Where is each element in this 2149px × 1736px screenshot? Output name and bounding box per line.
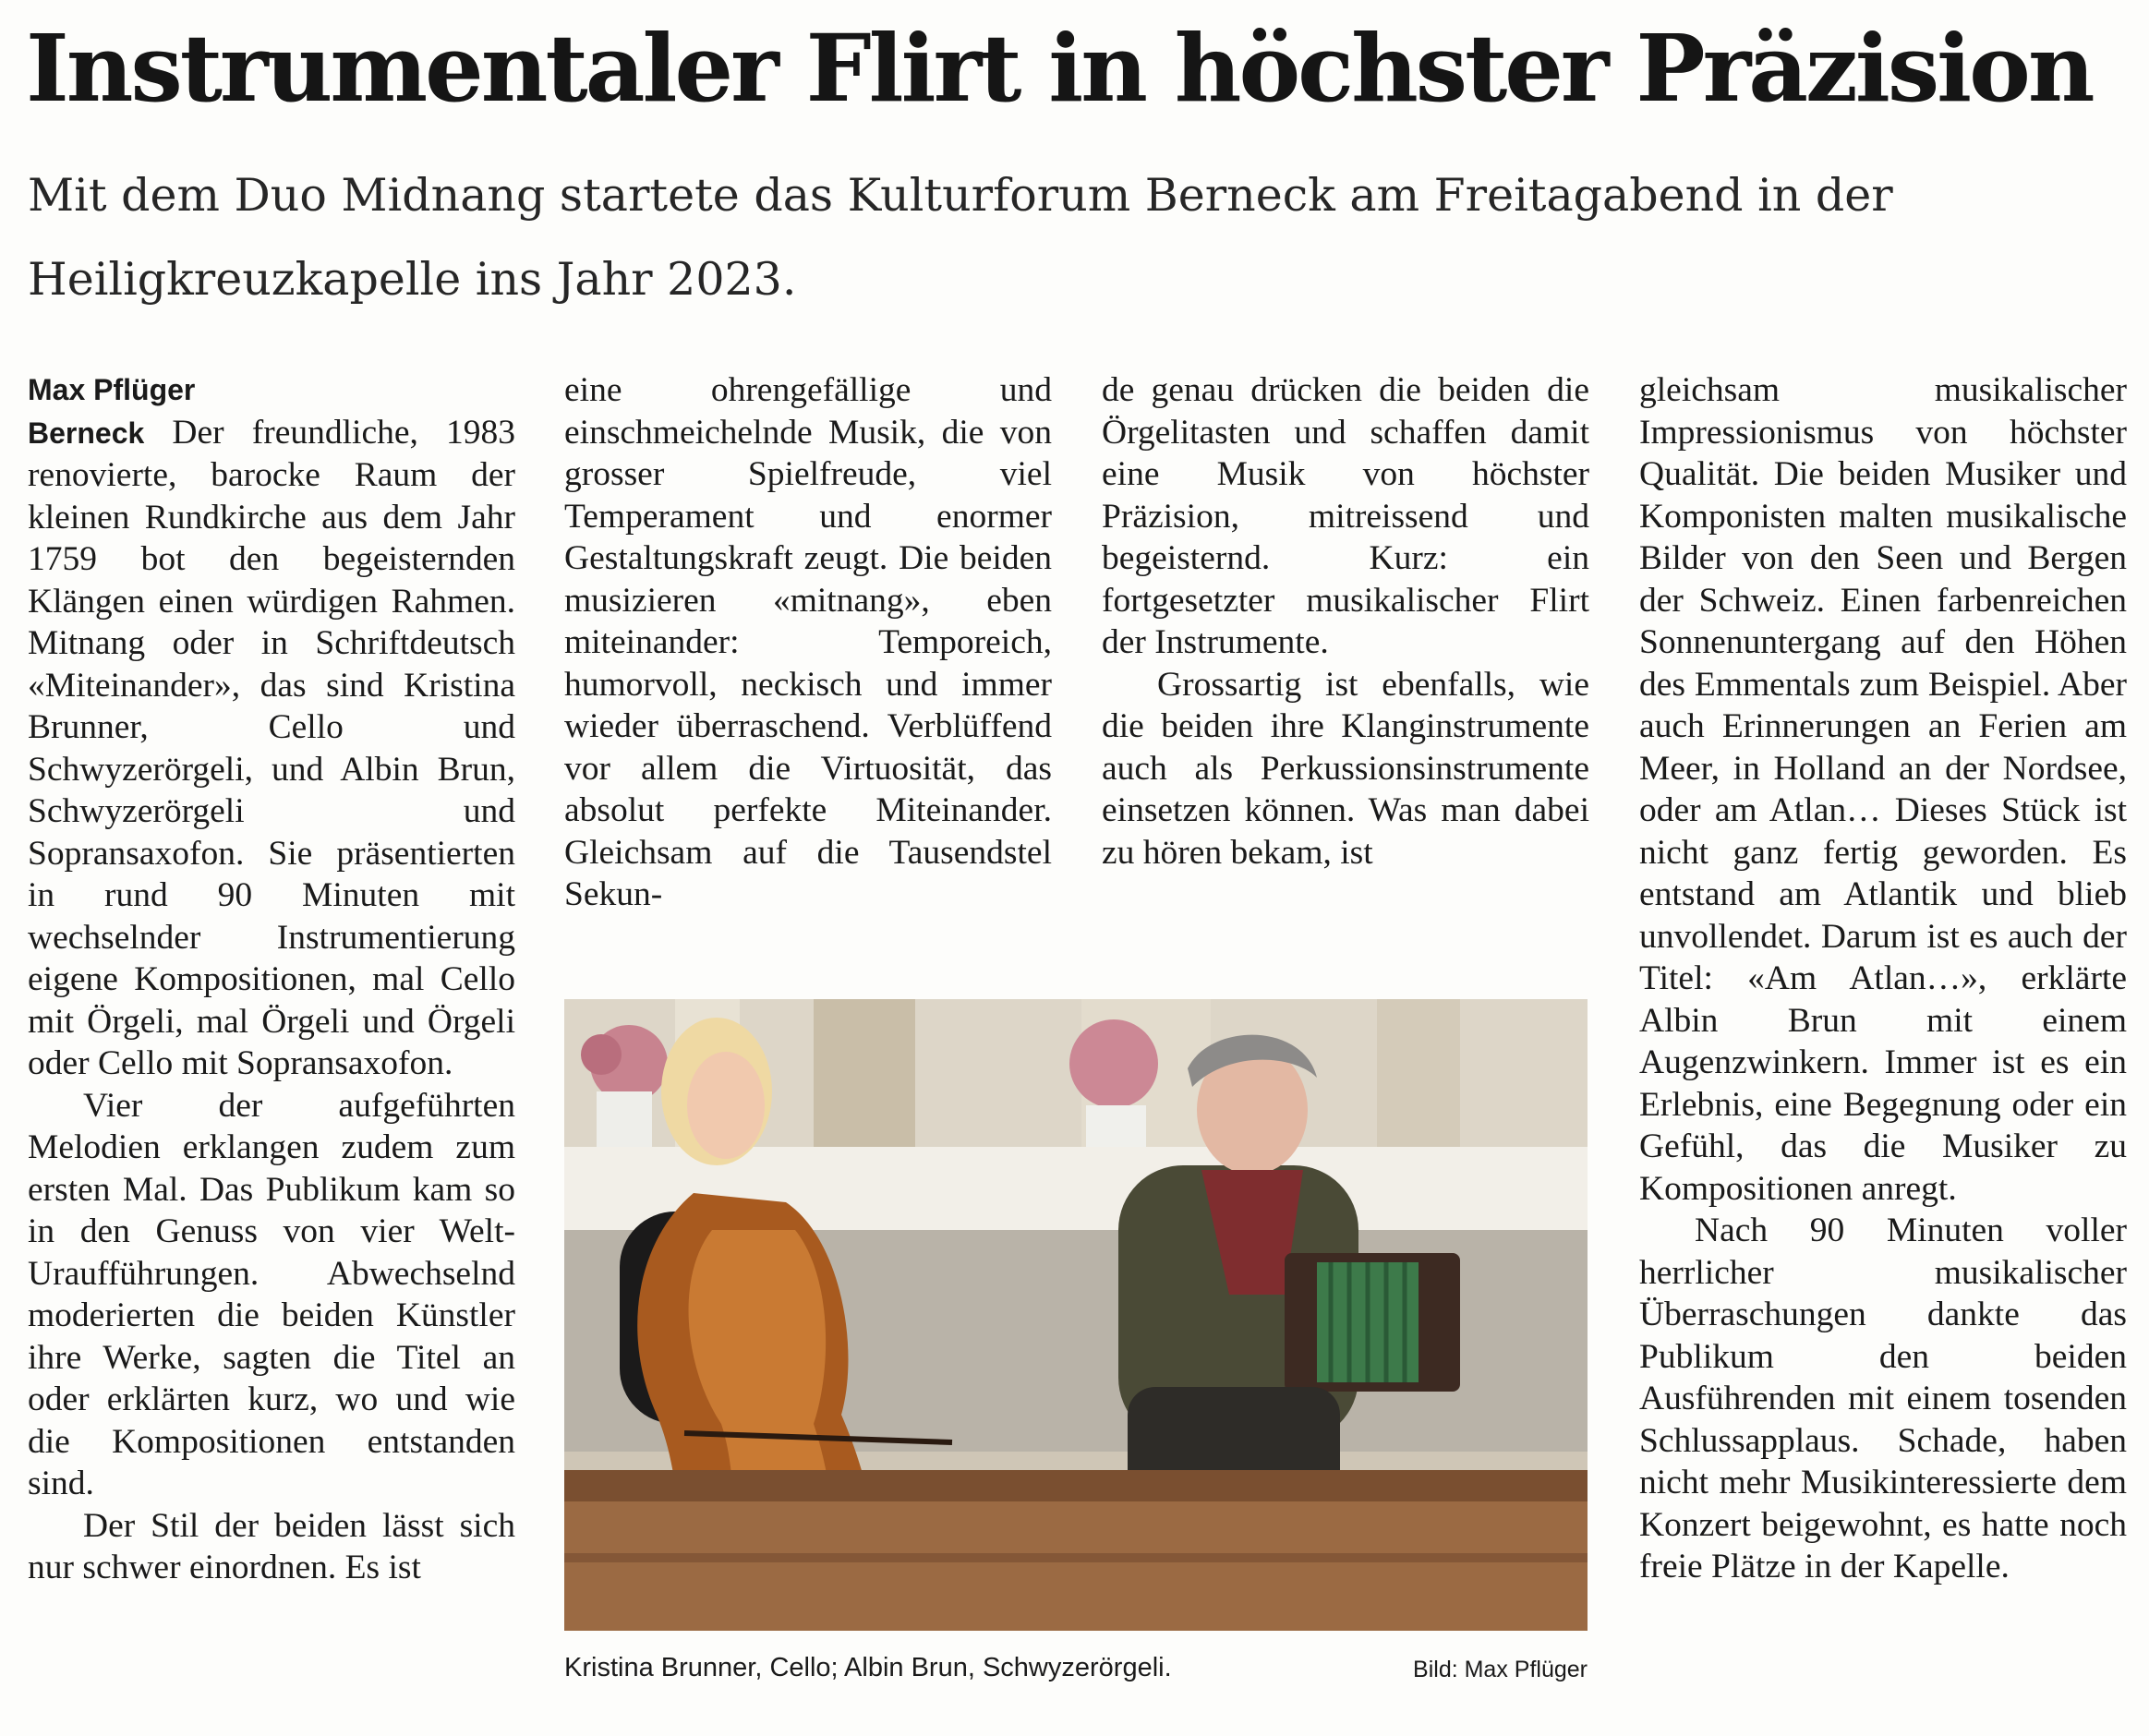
- article-column-1: [28, 369, 515, 1589]
- article-paragraph: Vier der aufgeführten Melodien erklangen zudem zum ersten Mal. Das Publikum kam so in den Genuss von vier Welt-Uraufführungen. Abwechselnd moderierten die beiden Künstler ihre Werke, sagten die Titel an oder erklärten kurz, wo und wie die Kompositionen entstanden sind.: [28, 1086, 515, 1502]
- photo-credit: Bild: Max Pflüger: [1413, 1657, 1588, 1682]
- article-column-4: [1639, 369, 2127, 1588]
- article-paragraph: Grossartig ist ebenfalls, wie die beiden ihre Klanginstrumente auch als Perkussionsinstrumente einsetzen können. Was man dabei zu hören bekam, ist: [1102, 665, 1589, 872]
- author-byline: Max Pflüger: [28, 373, 196, 406]
- photo-caption: [564, 1649, 1588, 1686]
- article-paragraph: gleichsam musikalischer Impressionismus von höchster Qualität. Die beiden Musiker und Komponisten malten musikalische Bilder von den Seen und Bergen der Schweiz. Einen farbenreichen Sonnenuntergang auf den Höhen des Emmentals zum Beispiel. Aber auch Erinnerungen an Ferien am Meer, in Holland an der Nordsee, oder am Atlan… Dieses Stück ist nicht ganz fertig geworden. Es entstand am Atlantik und blieb unvollendet. Darum ist es auch der Titel: «Am Atlan…», erklärte Albin Brun mit einem Augenzwinkern. Immer ist es ein Erlebnis, eine Begegnung oder ein Gefühl, das die Musiker zu Kompositionen anregt.: [1639, 371, 2127, 1208]
- article-paragraph: eine ohrengefällige und einschmeichelnde Musik, die von grosser Spielfreude, viel Temperament und enormer Gestaltungskraft zeugt. Die beiden musizieren «mitnang», eben miteinander: Temporeich, humorvoll, neckisch und immer wieder überraschend. Verblüffend vor allem die Virtuosität, das absolut perfekte Miteinander. Gleichsam auf die Tausendstel Sekun-: [564, 371, 1052, 913]
- article-paragraph: de genau drücken die beiden die Örgelitasten und schaffen damit eine Musik von höchster Präzision, mitreissend und begeisternd. Kurz: ein fortgesetzter musikalischer Flirt der Instrumente.: [1102, 371, 1589, 661]
- lead-paragraph: Mit dem Duo Midnang startete das Kulturforum Berneck am Freitagabend in der Heiligkreuzkapelle ins Jahr 2023.: [28, 169, 1893, 306]
- article-paragraph: Nach 90 Minuten voller herrlicher musikalischer Überraschungen dankte das Publikum den beiden Ausführenden mit einem tosenden Schlussapplaus. Schade, haben nicht mehr Musikinteressierte dem Konzert beigewohnt, es hatte noch freie Plätze in der Kapelle.: [1639, 1212, 2127, 1585]
- paragraph-text: Der freundliche, 1983 renovierte, barocke Raum der kleinen Rundkirche aus dem Jahr 1759 bot den begeisternden Klängen einen würdigen Rahmen. Mitnang oder in Schriftdeutsch «Miteinander», das sind Kristina Brunner, Cello und Schwyzerörgeli, und Albin Brun, Schwyzerörgeli und Sopransaxofon. Sie präsentierten in rund 90 Minuten mit wechselnder Instrumentierung eigene Kompositionen, mal Cello mit Örgeli, mal Örgeli und Örgeli oder Cello mit Sopransaxofon.: [28, 413, 515, 1082]
- concert-photo-illustration: [564, 999, 1588, 1631]
- headline: Instrumentaler Flirt in höchster Präzision: [26, 14, 2093, 123]
- dateline: Berneck: [28, 416, 145, 450]
- article-paragraph: Der Stil der beiden lässt sich nur schwer einordnen. Es ist: [28, 1506, 515, 1586]
- article-column-3: [1102, 369, 1589, 874]
- article-column-2: [564, 369, 1052, 923]
- article-paragraph: [28, 412, 515, 1085]
- caption-text: Kristina Brunner, Cello; Albin Brun, Schwyzerörgeli.: [564, 1653, 1172, 1682]
- concert-photo: [564, 999, 1588, 1631]
